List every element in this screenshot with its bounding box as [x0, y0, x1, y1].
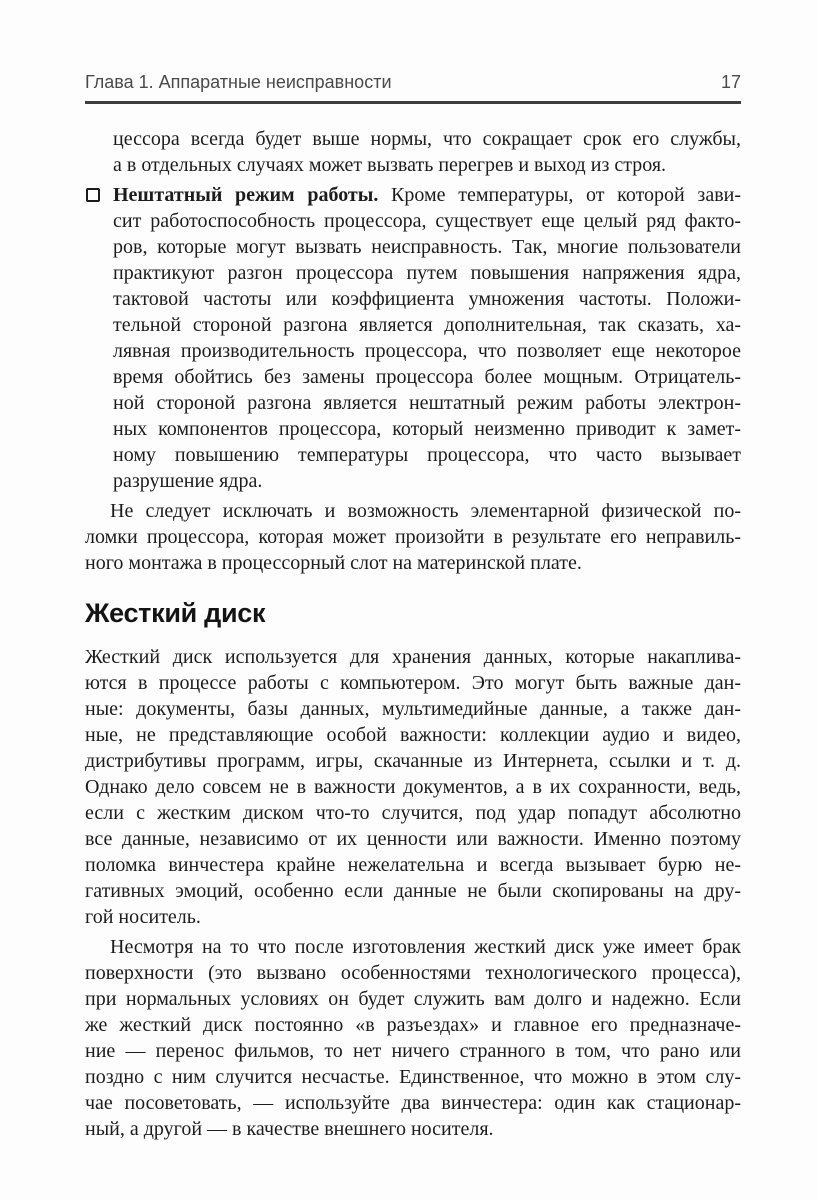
text-line: ные: документы, базы данных, мультимедийные данные, а также дан-	[85, 698, 741, 720]
text-line	[113, 182, 741, 208]
list-item	[85, 182, 741, 494]
text-line: ного монтажа в процессорный слот на материнской плате.	[85, 552, 582, 574]
text-segment: Кроме температуры, от которой зави-	[378, 184, 741, 206]
header-rule	[85, 101, 741, 104]
list-continuation	[85, 126, 741, 178]
text-line: гативных эмоций, особенно если данные не были скопированы на дру-	[85, 880, 741, 902]
text-line: дистрибутивы программ, игры, скачанные из Интернета, ссылки и т. д.	[85, 750, 741, 772]
text-line: же жесткий диск постоянно «в разъездах» и главное его предназначе-	[85, 1014, 741, 1036]
text-line: поломка винчестера крайне нежелательна и всегда вызывает бурю не-	[85, 854, 741, 876]
text-line: тактовой частоты или коэффициента умножения частоты. Положи-	[113, 288, 741, 310]
text-line: ных компонентов процессора, который неизменно приводит к замет-	[113, 418, 741, 440]
text-line: время обойтись без замены процессора более мощным. Отрицатель-	[113, 366, 741, 388]
text-line: ному повышению температуры процессора, что часто вызывает	[113, 444, 741, 466]
text-line: ной стороной разгона является нештатный режим работы электрон-	[113, 392, 741, 414]
section-heading: Жесткий диск	[85, 598, 266, 628]
text-line: Однако дело совсем не в важности документов, а в их сохранности, ведь,	[85, 776, 741, 798]
text-line: ные, не представляющие особой важности: коллекции аудио и видео,	[85, 724, 741, 746]
page-number: 17	[720, 72, 741, 92]
paragraph	[85, 498, 741, 576]
text-line: ломки процессора, которая может произойти в результате его неправиль-	[85, 526, 741, 548]
text-line: поздно с ним случится несчастье. Единственное, что можно в этом слу-	[85, 1066, 741, 1088]
page-header	[85, 72, 741, 93]
text-line: при нормальных условиях он будет служить вам долго и надежно. Если	[85, 988, 741, 1010]
text-line: все данные, независимо от их ценности или важности. Именно поэтому	[85, 828, 741, 850]
text-line: разрушение ядра.	[113, 470, 263, 492]
chapter-title: Глава 1. Аппаратные неисправности	[85, 72, 392, 92]
text-line: цессора всегда будет выше нормы, что сокращает срок его службы,	[113, 128, 741, 150]
paragraph	[85, 934, 741, 1142]
text-line: чае посоветовать, — используйте два винчестера: один как стационар-	[85, 1092, 741, 1114]
paragraph	[85, 644, 741, 930]
text-line: поверхности (это вызвано особенностями технологического процесса),	[85, 962, 741, 984]
list-bullet-icon	[86, 188, 100, 202]
text-line: сит работоспособность процессора, существует еще целый ряд факто-	[113, 210, 741, 232]
text-line: лявная производительность процессора, что позволяет еще некоторое	[113, 340, 741, 362]
text-line: гой носитель.	[85, 906, 201, 928]
text-line: Жесткий диск используется для хранения данных, которые накаплива-	[85, 646, 741, 668]
text-line: Несмотря на то что после изготовления жесткий диск уже имеет брак	[110, 936, 741, 958]
page-body	[85, 126, 741, 1146]
text-line: ние — перенос фильмов, то нет ничего странного в том, что рано или	[85, 1040, 741, 1062]
text-line: ров, которые могут вызвать неисправность. Так, многие пользователи	[113, 236, 741, 258]
text-line: ный, а другой — в качестве внешнего носителя.	[85, 1118, 494, 1140]
text-line: ются в процессе работы с компьютером. Это могут быть важные дан-	[85, 672, 741, 694]
text-line: если с жестким диском что-то случится, под удар попадут абсолютно	[85, 802, 741, 824]
list-item-lead-bold: Нештатный режим работы.	[113, 184, 379, 206]
text-line: практикуют разгон процессора путем повышения напряжения ядра,	[113, 262, 741, 284]
text-line: Не следует исключать и возможность элементарной физической по-	[110, 500, 741, 522]
text-line: а в отдельных случаях может вызвать перегрев и выход из строя.	[113, 154, 667, 176]
text-line: тельной стороной разгона является дополнительная, так сказать, ха-	[113, 314, 741, 336]
